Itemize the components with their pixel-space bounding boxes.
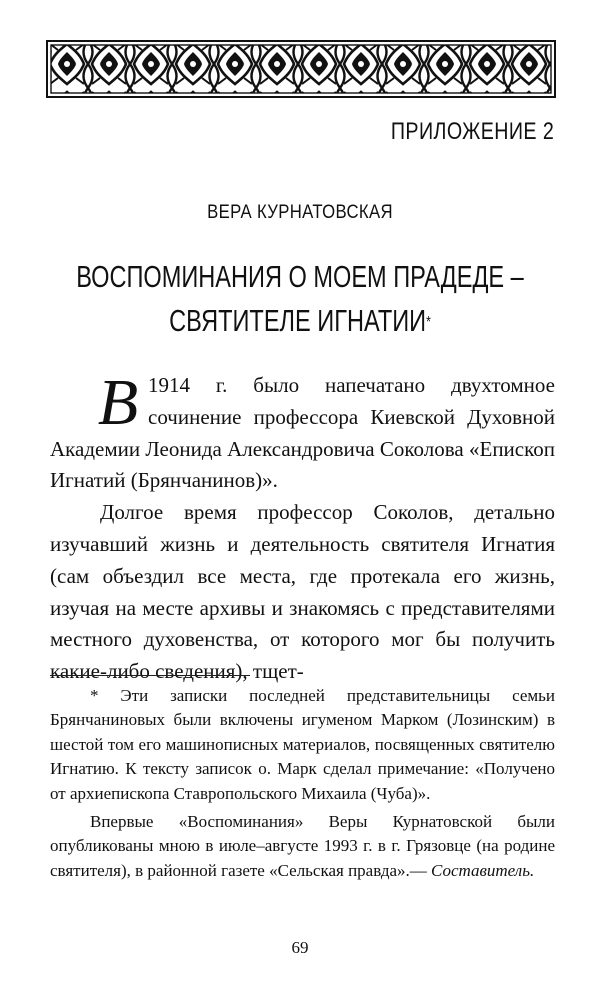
footnote-2: [50, 810, 555, 883]
appendix-heading: ПРИЛОЖЕНИЕ 2: [390, 118, 554, 145]
footnotes: [50, 684, 555, 883]
decorative-ornament-band: [46, 40, 556, 98]
paragraph-1-text: 1914 г. было напечатано двухтомное сочинение профессора Киевской Духовной Академии Леонида Александровича Соколова «Епископ Игнатий (Брянчанинов)».: [50, 373, 555, 493]
footnote-1: * Эти записки последней представительницы семьи Брянчаниновых были включены игуменом Марком (Лозинским) в шестой том его машинописных материалов, посвященных святителю Игнатию. К тексту записок о. Марк сделал примечание: «Получено от архиепископа Ставропольского Михаила (Чуба)».: [50, 686, 555, 803]
footnote-marker: *: [426, 314, 431, 331]
chapter-title-line-2-text: СВЯТИТЕЛЕ ИГНАТИИ: [169, 303, 427, 338]
paragraph-2: Долгое время профессор Соколов, детально изучавший жизнь и деятельность святителя Игнатия (сам объездил все места, где протекала его жизнь, изучая на месте архивы и знакомясь с представителями местного духовенства, от которого мог бы получить какие-либо сведения), тщет-: [50, 500, 555, 684]
footnote-divider: [50, 675, 250, 676]
footnote-2-signature: Составитель.: [431, 860, 535, 880]
drop-cap: В: [97, 366, 139, 439]
footnote-2-text: Впервые «Воспоминания» Веры Курнатовской были опубликованы мною в июле–августе 1993 г. в г. Грязовце (на родине святителя), в районной газете «Сельская правда».—: [50, 812, 555, 880]
chapter-title-line-2: [72, 299, 528, 343]
paragraph-1: [50, 366, 555, 497]
author-name: ВЕРА КУРНАТОВСКАЯ: [207, 202, 393, 223]
page-number: 69: [291, 938, 309, 957]
chapter-title: [72, 255, 528, 343]
chapter-title-line-1: ВОСПОМИНАНИЯ О МОЕМ ПРАДЕДЕ –: [76, 259, 524, 294]
main-text: [50, 366, 555, 688]
